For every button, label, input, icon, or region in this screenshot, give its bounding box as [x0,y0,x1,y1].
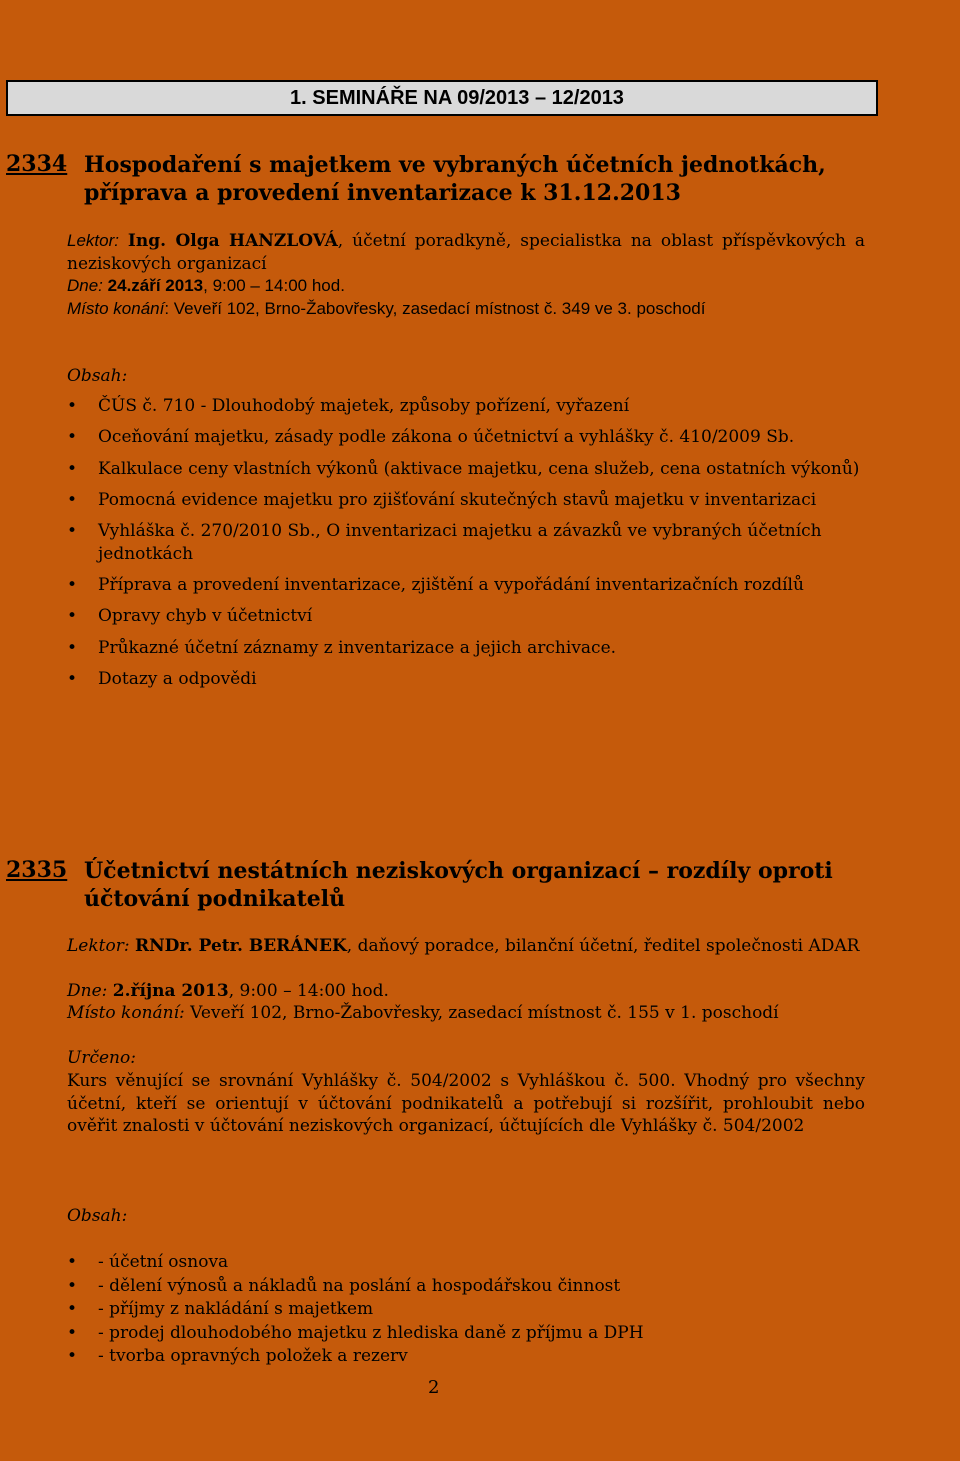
course-date: Dne: 2.října 2013, 9:00 – 14:00 hod. [67,981,389,1001]
content-label: Obsah: [67,366,128,386]
list-item: • - tvorba opravných položek a rezerv [67,1345,867,1369]
list-item: • Oceňování majetku, zásady podle zákona o účetnictví a vyhlášky č. 410/2009 Sb. [67,426,867,449]
list-item: • - účetní osnova [67,1251,867,1275]
lector-name: RNDr. Petr. BERÁNEK [134,936,347,956]
intended-label: Určeno: [67,1048,136,1068]
content-label: Obsah: [67,1206,128,1226]
list-item: • Kalkulace ceny vlastních výkonů (aktivace majetku, cena služeb, cena ostatních výkonů) [67,458,867,481]
course-lector: Lektor: Ing. Olga HANZLOVÁ, účetní poradkyně, specialistka na oblast příspěvkových a neziskových organizací [67,231,865,274]
page-number: 2 [428,1377,440,1398]
lector-name: Ing. Olga HANZLOVÁ [127,231,338,251]
course-number: 2334 [6,151,68,177]
list-item: • - prodej dlouhodobého majetku z hlediska daně z příjmu a DPH [67,1322,867,1346]
list-item: • Vyhláška č. 270/2010 Sb., O inventarizaci majetku a závazků ve vybraných účetních jednotkách [67,520,867,565]
list-item: • - dělení výnosů a nákladů na poslání a hospodářskou činnost [67,1275,867,1299]
course-title: Hospodaření s majetkem ve vybraných účetních jednotkách, příprava a provedení inventarizace k 31.12.2013 [84,152,826,206]
section-header [6,80,878,116]
list-item: • Opravy chyb v účetnictví [67,605,867,628]
content-list [67,395,867,699]
list-item: • Příprava a provedení inventarizace, zjištění a vypořádání inventarizačních rozdílů [67,574,867,597]
list-item: • Dotazy a odpovědi [67,668,867,691]
course-place: Místo konání: Veveří 102, Brno-Žabovřesky, zasedací místnost č. 349 ve 3. poschodí [67,299,706,318]
course-lector: Lektor: RNDr. Petr. BERÁNEK, daňový poradce, bilanční účetní, ředitel společnosti ADAR [67,936,860,956]
list-item: • Pomocná evidence majetku pro zjišťování skutečných stavů majetku v inventarizaci [67,489,867,512]
course-title: Účetnictví nestátních neziskových organizací – rozdíly oproti účtování podnikatelů [84,858,833,912]
intended-text: Kurs věnující se srovnání Vyhlášky č. 504/2002 s Vyhláškou č. 500. Vhodný pro všechny účetní, kteří se orientují v účtování podnikatelů a potřebují si rozšířit, prohloubit nebo ověřit znalosti v účtování neziskových organizací, účtujících dle Vyhlášky č. 504/2002 [67,1071,865,1136]
list-item: • ČÚS č. 710 - Dlouhodobý majetek, způsoby pořízení, vyřazení [67,395,867,418]
course-date: Dne: 24.září 2013, 9:00 – 14:00 hod. [67,276,345,295]
section-title: 1. SEMINÁŘE NA 09/2013 – 12/2013 [290,86,624,109]
list-item: • Průkazné účetní záznamy z inventarizace a jejich archivace. [67,637,867,660]
course-number: 2335 [6,857,68,883]
course-place: Místo konání: Veveří 102, Brno-Žabovřesky, zasedací místnost č. 155 v 1. poschodí [67,1003,779,1023]
content-list [67,1251,867,1369]
list-item: • - příjmy z nakládání s majetkem [67,1298,867,1322]
